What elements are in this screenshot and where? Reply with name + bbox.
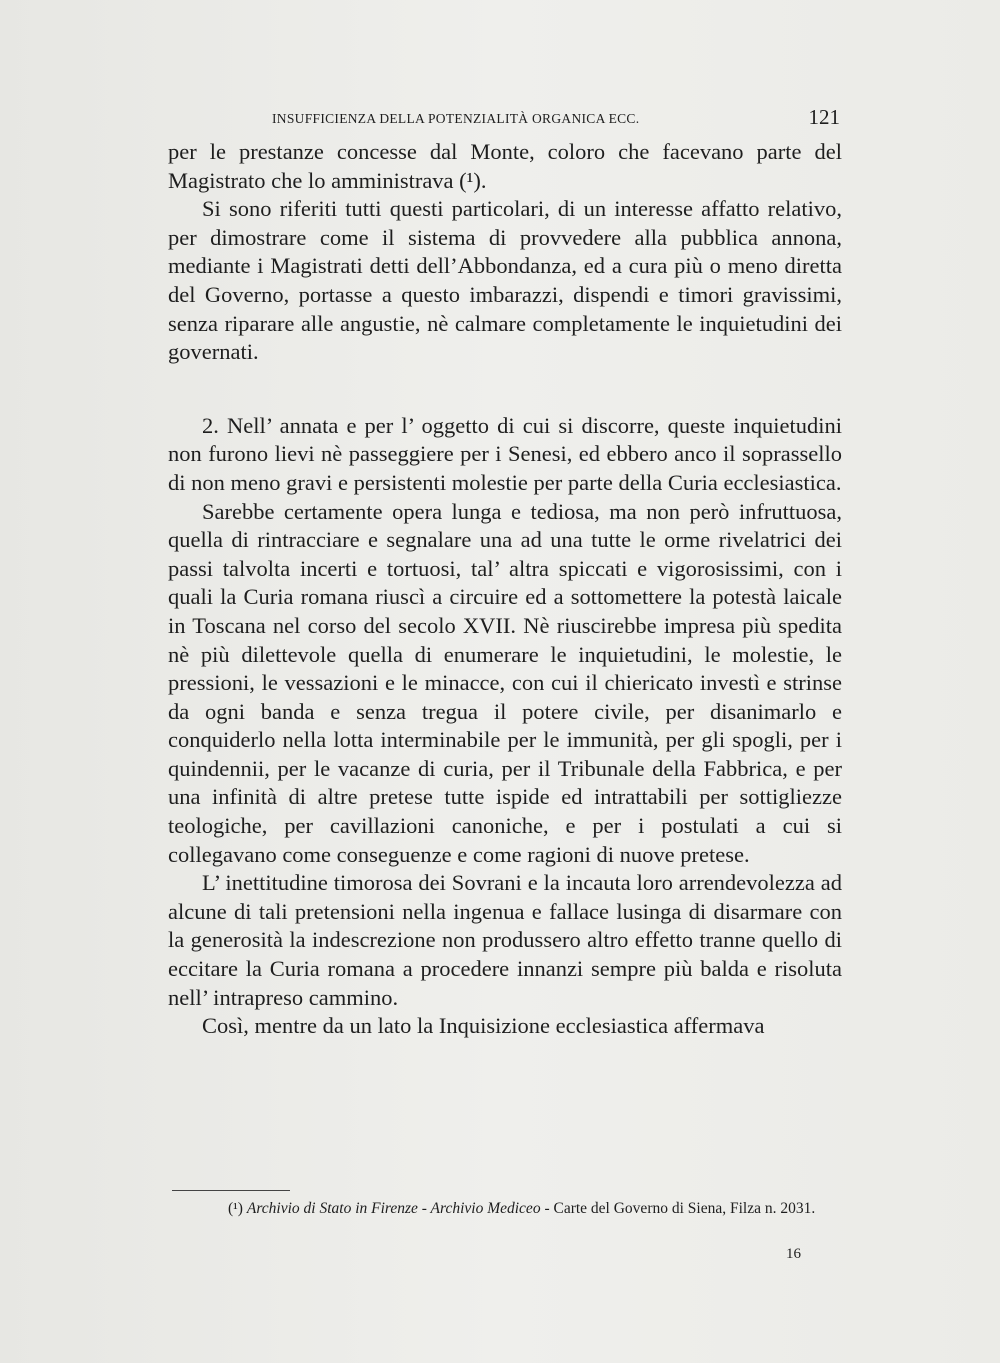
page-number: 121 (808, 105, 840, 129)
page-header (270, 105, 840, 135)
section-gap (168, 367, 842, 412)
signature-mark: 16 (786, 1246, 801, 1262)
paragraph: per le prestanze concesse dal Monte, coloro che facevano parte del Magistrato che lo amministrava (¹). (168, 139, 842, 193)
footnote-text (172, 1197, 842, 1221)
paragraph: Così, mentre da un lato la Inquisizione ecclesiastica affermava (202, 1013, 765, 1039)
paragraph: L’ inettitudine timorosa dei Sovrani e la incauta loro arrendevolezza ad alcune di tali pretensioni nella ingenua e fallace lusinga di disarmare con la generosità la indescrezione non produssero altro effetto tranne quello di eccitare la Curia romana a procedere innanzi sempre più balda e risoluta nell’ intrapreso cammino. (168, 870, 842, 1010)
footnote-detail: - Carte del Governo di Siena, Filza n. 2031. (540, 1200, 816, 1217)
footnote-source: Archivio di Stato in Firenze - Archivio Mediceo (246, 1200, 541, 1217)
running-head: INSUFFICIENZA DELLA POTENZIALITÀ ORGANICA ECC. (272, 111, 640, 126)
body-text (168, 138, 842, 1041)
footnote (172, 1197, 842, 1221)
footnote-divider (172, 1190, 290, 1191)
paragraph: Si sono riferiti tutti questi particolari, di un interesse affatto relativo, per dimostrare come il sistema di provvedere alla pubblica annona, mediante i Magistrati detti dell’Abbondanza, ed a cura più o meno diretta del Governo, portasse a questo imbarazzi, dispendi e timori gravissimi, senza riparare alle angustie, nè calmare completamente le inquietudini dei governati. (168, 196, 842, 365)
paragraph-section-2: 2. Nell’ annata e per l’ oggetto di cui si discorre, queste inquietudini non furono lievi nè passeggiere per i Senesi, ed ebbero anco il soprassello di non meno gravi e persistenti molestie per parte della Curia ecclesiastica. (168, 412, 842, 495)
paragraph: Sarebbe certamente opera lunga e tediosa, ma non però infruttuosa, quella di rintracciare e segnalare una ad una tutte le orme rivelatrici dei passi talvolta incerti e tortuosi, tal’ altra spiccati e vigorosissimi, con i quali la Curia romana riuscì a circuire ed a sottomettere la potestà laicale in Toscana nel corso del secolo XVII. Nè riuscirebbe impresa più spedita nè più dilettevole quella di enumerare le inquietudini, le molestie, le pressioni, le vessazioni e le minacce, con cui il chiericato investì e strinse da ogni banda e senza tregua il potere civile, per disanimarlo e conquiderlo nella lotta interminabile per le immunità, per gli spogli, per i quindennii, per le vacanze di curia, per il Tribunale della Fabbrica, e per una infinità di altre pretese tutte ispide ed intrattabili per sottigliezze teologiche, per cavillazioni canoniche, e per i postulati a cui si collegavano come conseguenze e come ragioni di nuove pretese. (168, 498, 842, 867)
footnote-marker: (¹) (228, 1200, 243, 1217)
